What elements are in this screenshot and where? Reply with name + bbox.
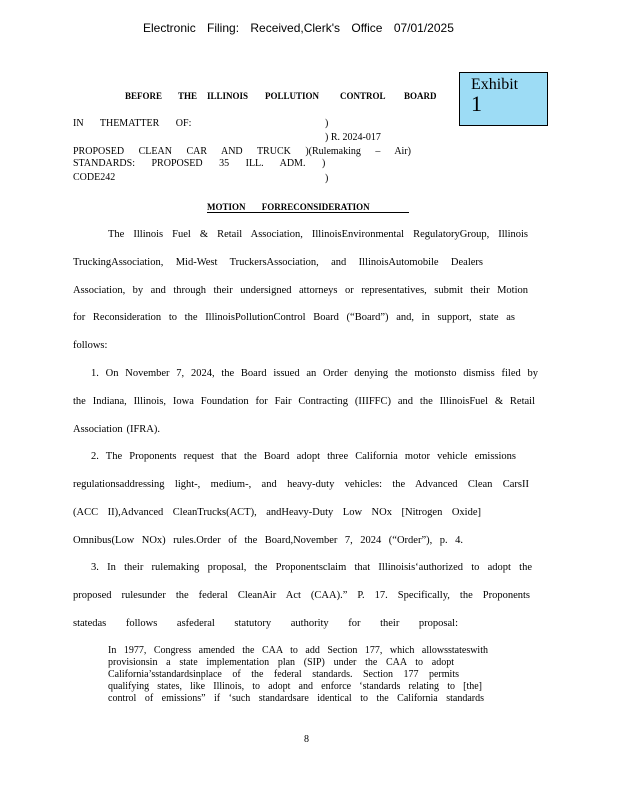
header-word: ILLINOIS (207, 91, 249, 101)
body-line: for Reconsideration to the IllinoisPollutionControl Board (“Board”) and, in support, state as (73, 312, 515, 323)
exhibit-number: 1 (471, 91, 482, 116)
quote-line: California’sstandardsinplace of the federal standards. Section 177 permits (108, 669, 459, 680)
quote-line: provisionsin a state implementation plan (SIP) under the CAA to adopt (108, 657, 454, 668)
caption-bracket: ) (325, 118, 329, 129)
header-word: THE (178, 91, 198, 101)
page-number: 8 (304, 734, 309, 745)
body-line: TruckingAssociation, Mid-West TruckersAssociation, and IllinoisAutomobile Dealers (73, 257, 483, 268)
body-line: Omnibus(Low NOx) rules.Order of the Board,November 7, 2024 (“Order”), p. 4. (73, 535, 463, 546)
filing-stamp: Electronic Filing: Received,Clerk's Office 07/01/2025 (143, 21, 454, 35)
body-line: 2. The Proponents request that the Board adopt three California motor vehicle emissions (91, 451, 516, 462)
body-line: 3. In their rulemaking proposal, the Proponentsclaim that Illinoisis‘authorized to adopt the (91, 562, 532, 573)
body-line: (ACC II),Advanced CleanTrucks(ACT), andHeavy-Duty Low NOx [Nitrogen Oxide] (73, 507, 481, 518)
body-line: proposed rulesunder the federal CleanAir Act (CAA).” P. 17. Specifically, the Proponents (73, 590, 530, 601)
header-word: BOARD (404, 91, 437, 101)
header-word: POLLUTION (265, 91, 320, 101)
body-line: follows: (73, 340, 108, 351)
body-line: The Illinois Fuel & Retail Association, IllinoisEnvironmental RegulatoryGroup, Illinois (108, 229, 528, 240)
quote-line: In 1977, Congress amended the CAA to add Section 177, which allowsstateswith (108, 645, 488, 656)
body-line: the Indiana, Illinois, Iowa Foundation for Fair Contracting (IIIFFC) and the IllinoisFuel & Retail (73, 396, 535, 407)
body-line: regulationsaddressing light-, medium-, and heavy-duty vehicles: the Advanced Clean CarsII (73, 479, 529, 490)
body-line: statedas follows asfederal statutory authority for their proposal: (73, 618, 458, 629)
exhibit-label: Exhibit (471, 76, 519, 93)
exhibit-sticker (459, 72, 548, 126)
quote-line: qualifying states, like Illinois, to adopt and enforce ‘standards relating to [the] (108, 681, 482, 692)
caption-line1: PROPOSED CLEAN CAR AND TRUCK )(Rulemaking – Air) (73, 146, 411, 157)
caption-in-the-matter: IN THEMATTER OF: (73, 118, 192, 129)
header-word: CONTROL (340, 91, 386, 101)
motion-title: MOTION FORRECONSIDERATION (207, 202, 409, 213)
body-line: Association, by and through their undersigned attorneys or representatives, submit their Motion (73, 285, 528, 296)
caption-bracket: ) (325, 173, 329, 184)
header-word: BEFORE (125, 91, 163, 101)
body-line: Association (IFRA). (73, 424, 160, 435)
body-line: 1. On November 7, 2024, the Board issued an Order denying the motionsto dismiss filed by (91, 368, 538, 379)
caption-line2: STANDARDS: PROPOSED 35 ILL. ADM. ) (73, 158, 326, 169)
caption-docket: ) R. 2024-017 (325, 132, 381, 143)
quote-line: control of emissions” if ‘such standardsare identical to the California standards (108, 693, 484, 704)
caption-line3: CODE242 (73, 172, 116, 183)
